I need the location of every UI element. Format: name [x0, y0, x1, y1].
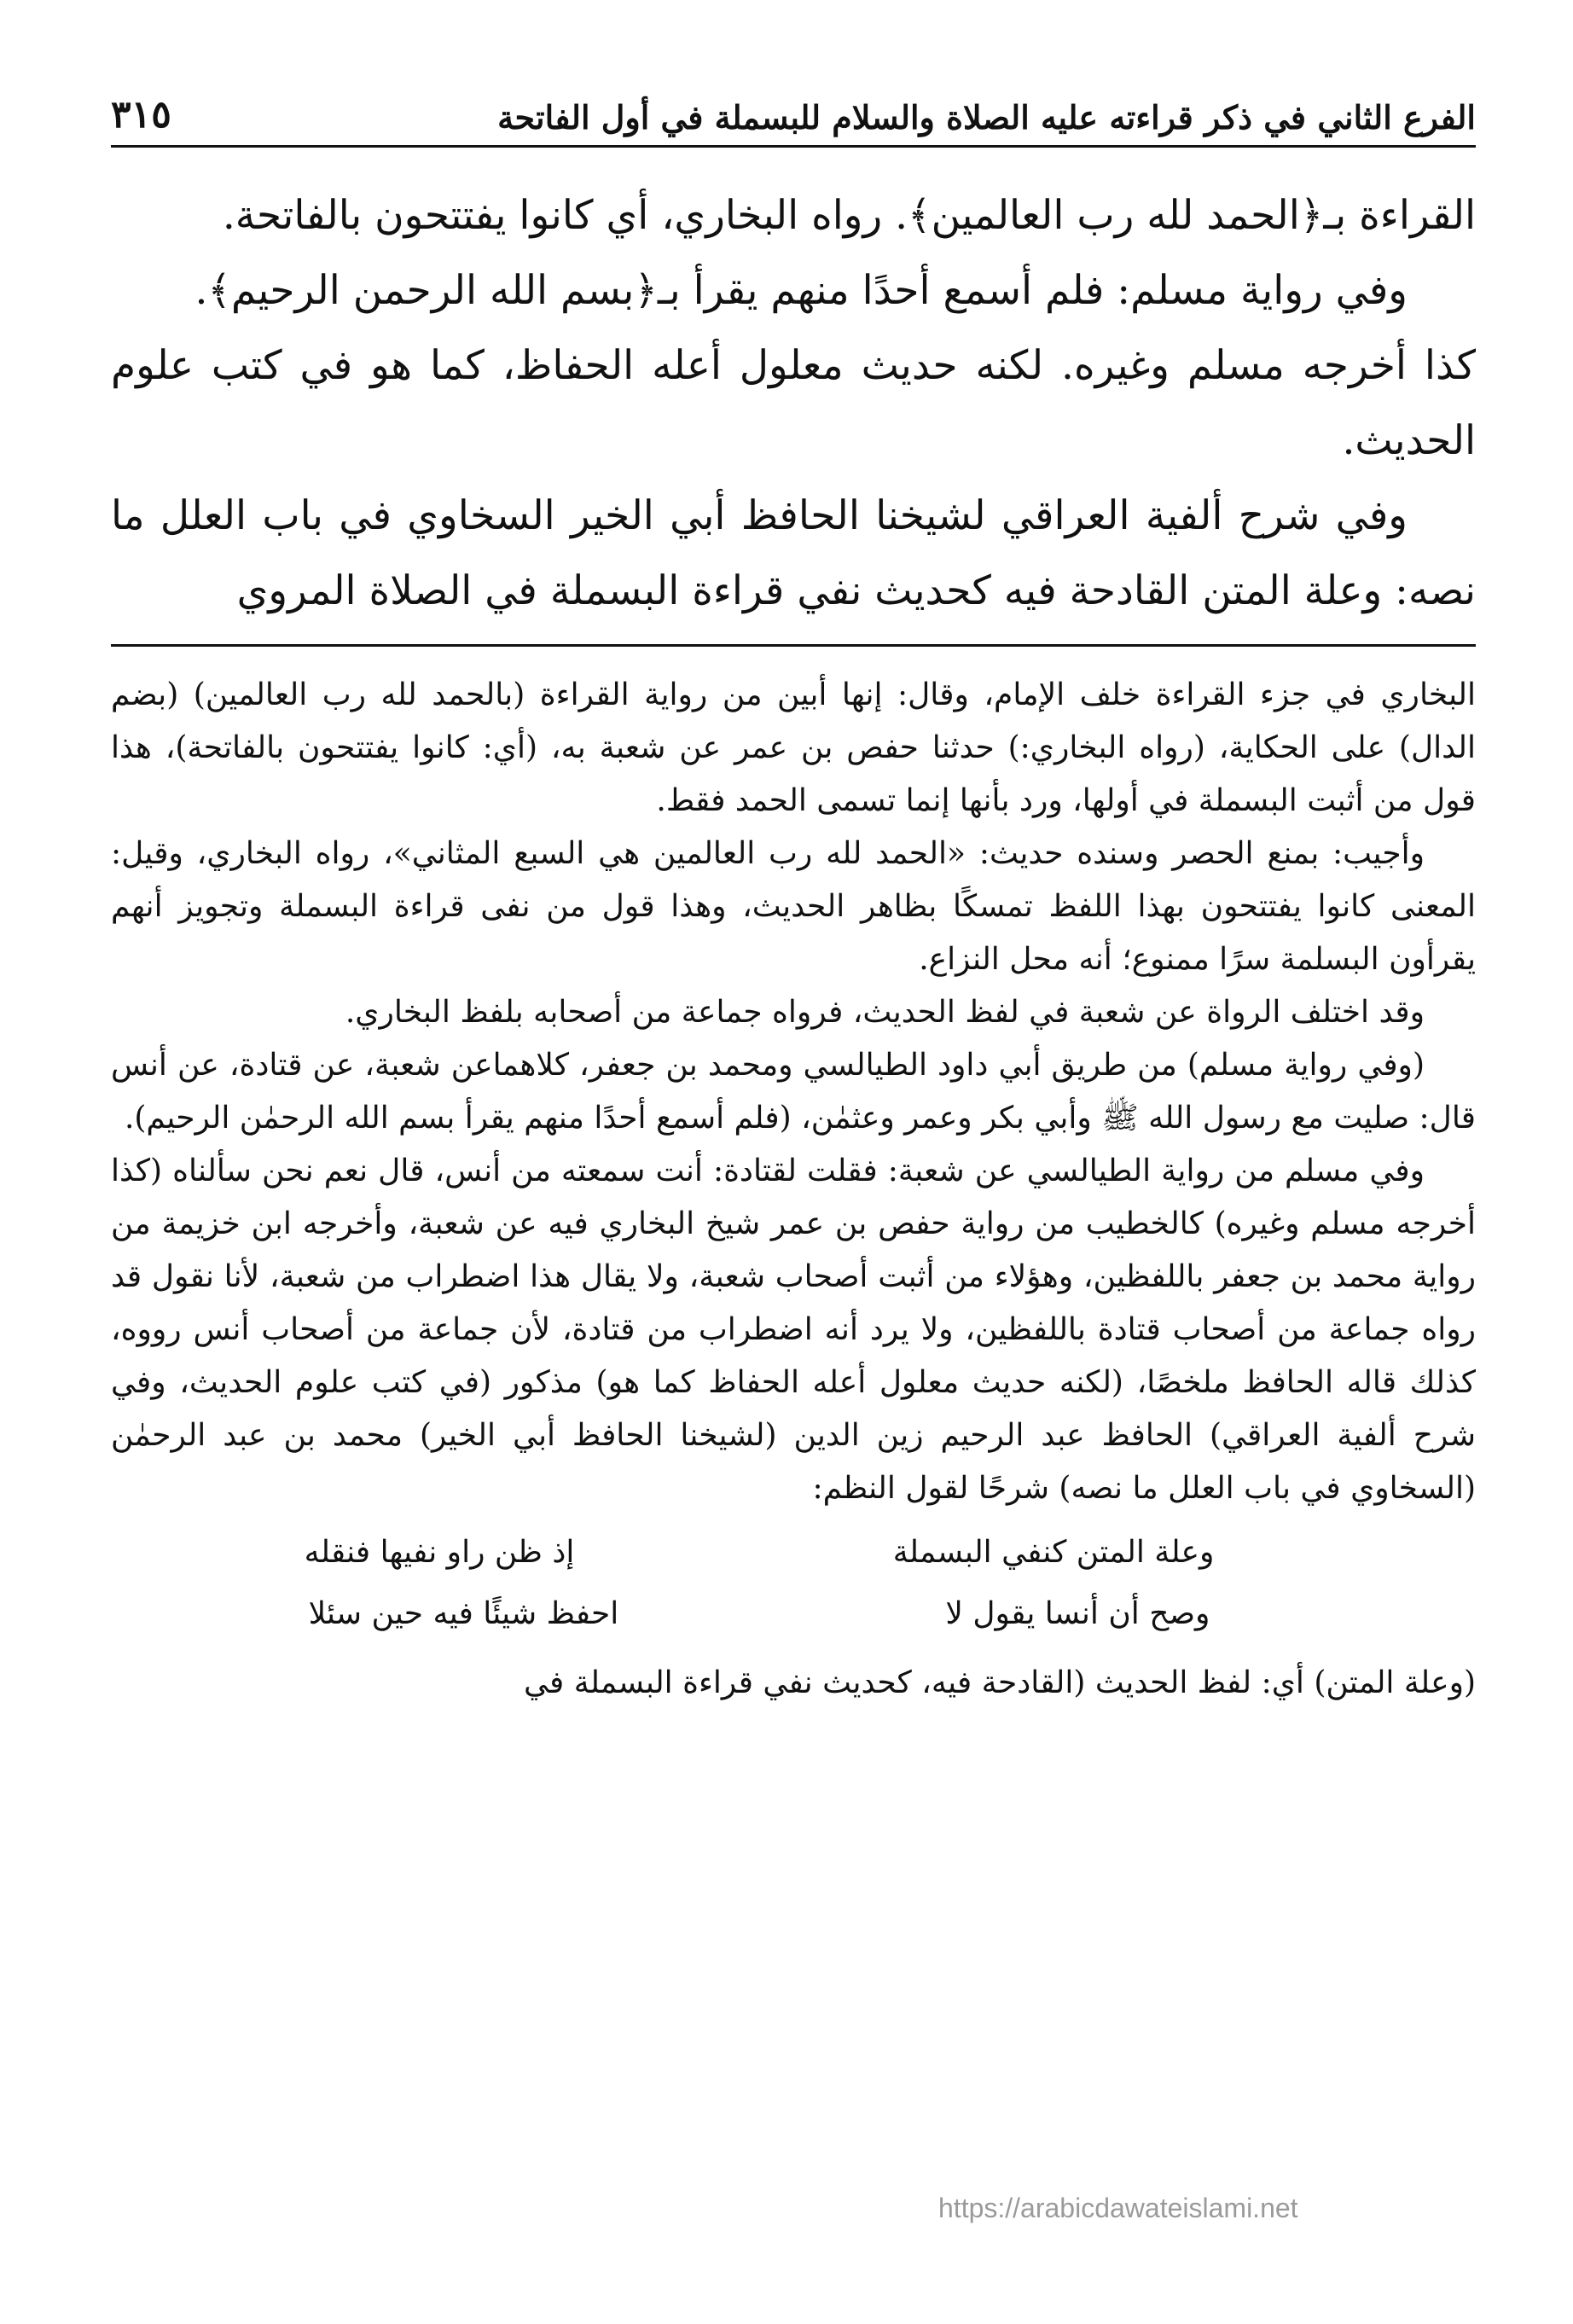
note-paragraph: وقد اختلف الرواة عن شعبة في لفظ الحديث، فرواه جماعة من أصحابه بلفظ البخاري. [345, 995, 1425, 1030]
poem-line [111, 1583, 1476, 1645]
poem-hemistich-left: احفظ شيئًا فيه حين سئلا [308, 1596, 619, 1631]
note-paragraph: البخاري في جزء القراءة خلف الإمام، وقال: إنها أبين من رواية القراءة (بالحمد لله رب العالمين) (بضم الدال) على الحكاية، (رواه البخاري:) حدثنا حفص بن عمر عن شعبة به، (أي: كانوا يفتتحون بالفاتحة)، هذا قول من أثبت البسملة في أولها، ورد بأنها إنما تسمى الحمد فقط. [111, 677, 1476, 818]
poem-line [111, 1522, 1476, 1583]
note-paragraph: (وعلة المتن) أي: لفظ الحديث (القادحة فيه، كحديث نفي قراءة البسملة في [524, 1665, 1476, 1700]
watermark-url: https://arabicdawateislami.net [938, 2193, 1298, 2223]
note-paragraph: وأجيب: بمنع الحصر وسنده حديث: «الحمد لله رب العالمين هي السبع المثاني»، رواه البخاري، وقيل: المعنى كانوا يفتتحون بهذا اللفظ تمسكًا بظاهر الحديث، وهذا قول من نفى قراءة البسملة وتجويز أنهم يقرأون البسلمة سرًا ممنوع؛ أنه محل النزاع. [111, 836, 1476, 977]
page-number: ٣١٥ [111, 93, 171, 137]
poem-hemistich-left: إذ ظن راو نفيها فنقله [304, 1535, 575, 1570]
page-header [111, 77, 1476, 148]
commentary-notes [111, 669, 1476, 1710]
note-paragraph: (وفي رواية مسلم) من طريق أبي داود الطيالسي ومحمد بن جعفر، كلاهماعن شعبة، عن قتادة، عن أنس قال: صليت مع رسول الله ﷺ وأبي بكر وعمر وعثمٰن، (فلم أسمع أحدًا منهم يقرأ بسم الله الرحمٰن الرحيم). [111, 1048, 1476, 1136]
poem-hemistich-right: وصح أن أنسا يقول لا [945, 1596, 1210, 1631]
poem [111, 1522, 1476, 1645]
book-page [111, 77, 1476, 2295]
poem-hemistich-right: وعلة المتن كنفي البسملة [892, 1535, 1215, 1570]
main-text [111, 178, 1476, 629]
footnote-divider [111, 644, 1476, 647]
main-paragraph: كذا أخرجه مسلم وغيره. لكنه حديث معلول أعله الحفاظ، كما هو في كتب علوم الحديث. [111, 342, 1476, 464]
main-paragraph: وفي رواية مسلم: فلم أسمع أحدًا منهم يقرأ بـ﴿بسم الله الرحمن الرحيم﴾. [194, 267, 1408, 314]
main-paragraph: وفي شرح ألفية العراقي لشيخنا الحافظ أبي الخير السخاوي في باب العلل ما نصه: وعلة المتن القادحة فيه كحديث نفي قراءة البسملة في الصلاة المروي [111, 492, 1476, 614]
running-title: الفرع الثاني في ذكر قراءته عليه الصلاة والسلام للبسملة في أول الفاتحة [497, 98, 1476, 137]
note-paragraph: وفي مسلم من رواية الطيالسي عن شعبة: فقلت لقتادة: أنت سمعته من أنس، قال نعم نحن سألناه (كذا أخرجه مسلم وغيره) كالخطيب من رواية حفص بن عمر شيخ البخاري فيه عن شعبة، وأخرجه ابن خزيمة من رواية محمد بن جعفر باللفظين، وهؤلاء من أثبت أصحاب شعبة، ولا يقال هذا اضطراب من شعبة، لأنا نقول قد رواه جماعة من أصحاب قتادة باللفظين، ولا يرد أنه اضطراب من قتادة، لأن جماعة من أصحاب أنس رووه، كذلك قاله الحافظ ملخصًا، (لكنه حديث معلول أعله الحفاظ كما هو) مذكور (في كتب علوم الحديث، وفي شرح ألفية العراقي) الحافظ عبد الرحيم زين الدين (لشيخنا الحافظ أبي الخير) محمد بن عبد الرحمٰن (السخاوي في باب العلل ما نصه) شرحًا لقول النظم: [111, 1153, 1476, 1506]
main-paragraph: القراءة بـ﴿الحمد لله رب العالمين﴾. رواه البخاري، أي كانوا يفتتحون بالفاتحة. [222, 192, 1476, 239]
